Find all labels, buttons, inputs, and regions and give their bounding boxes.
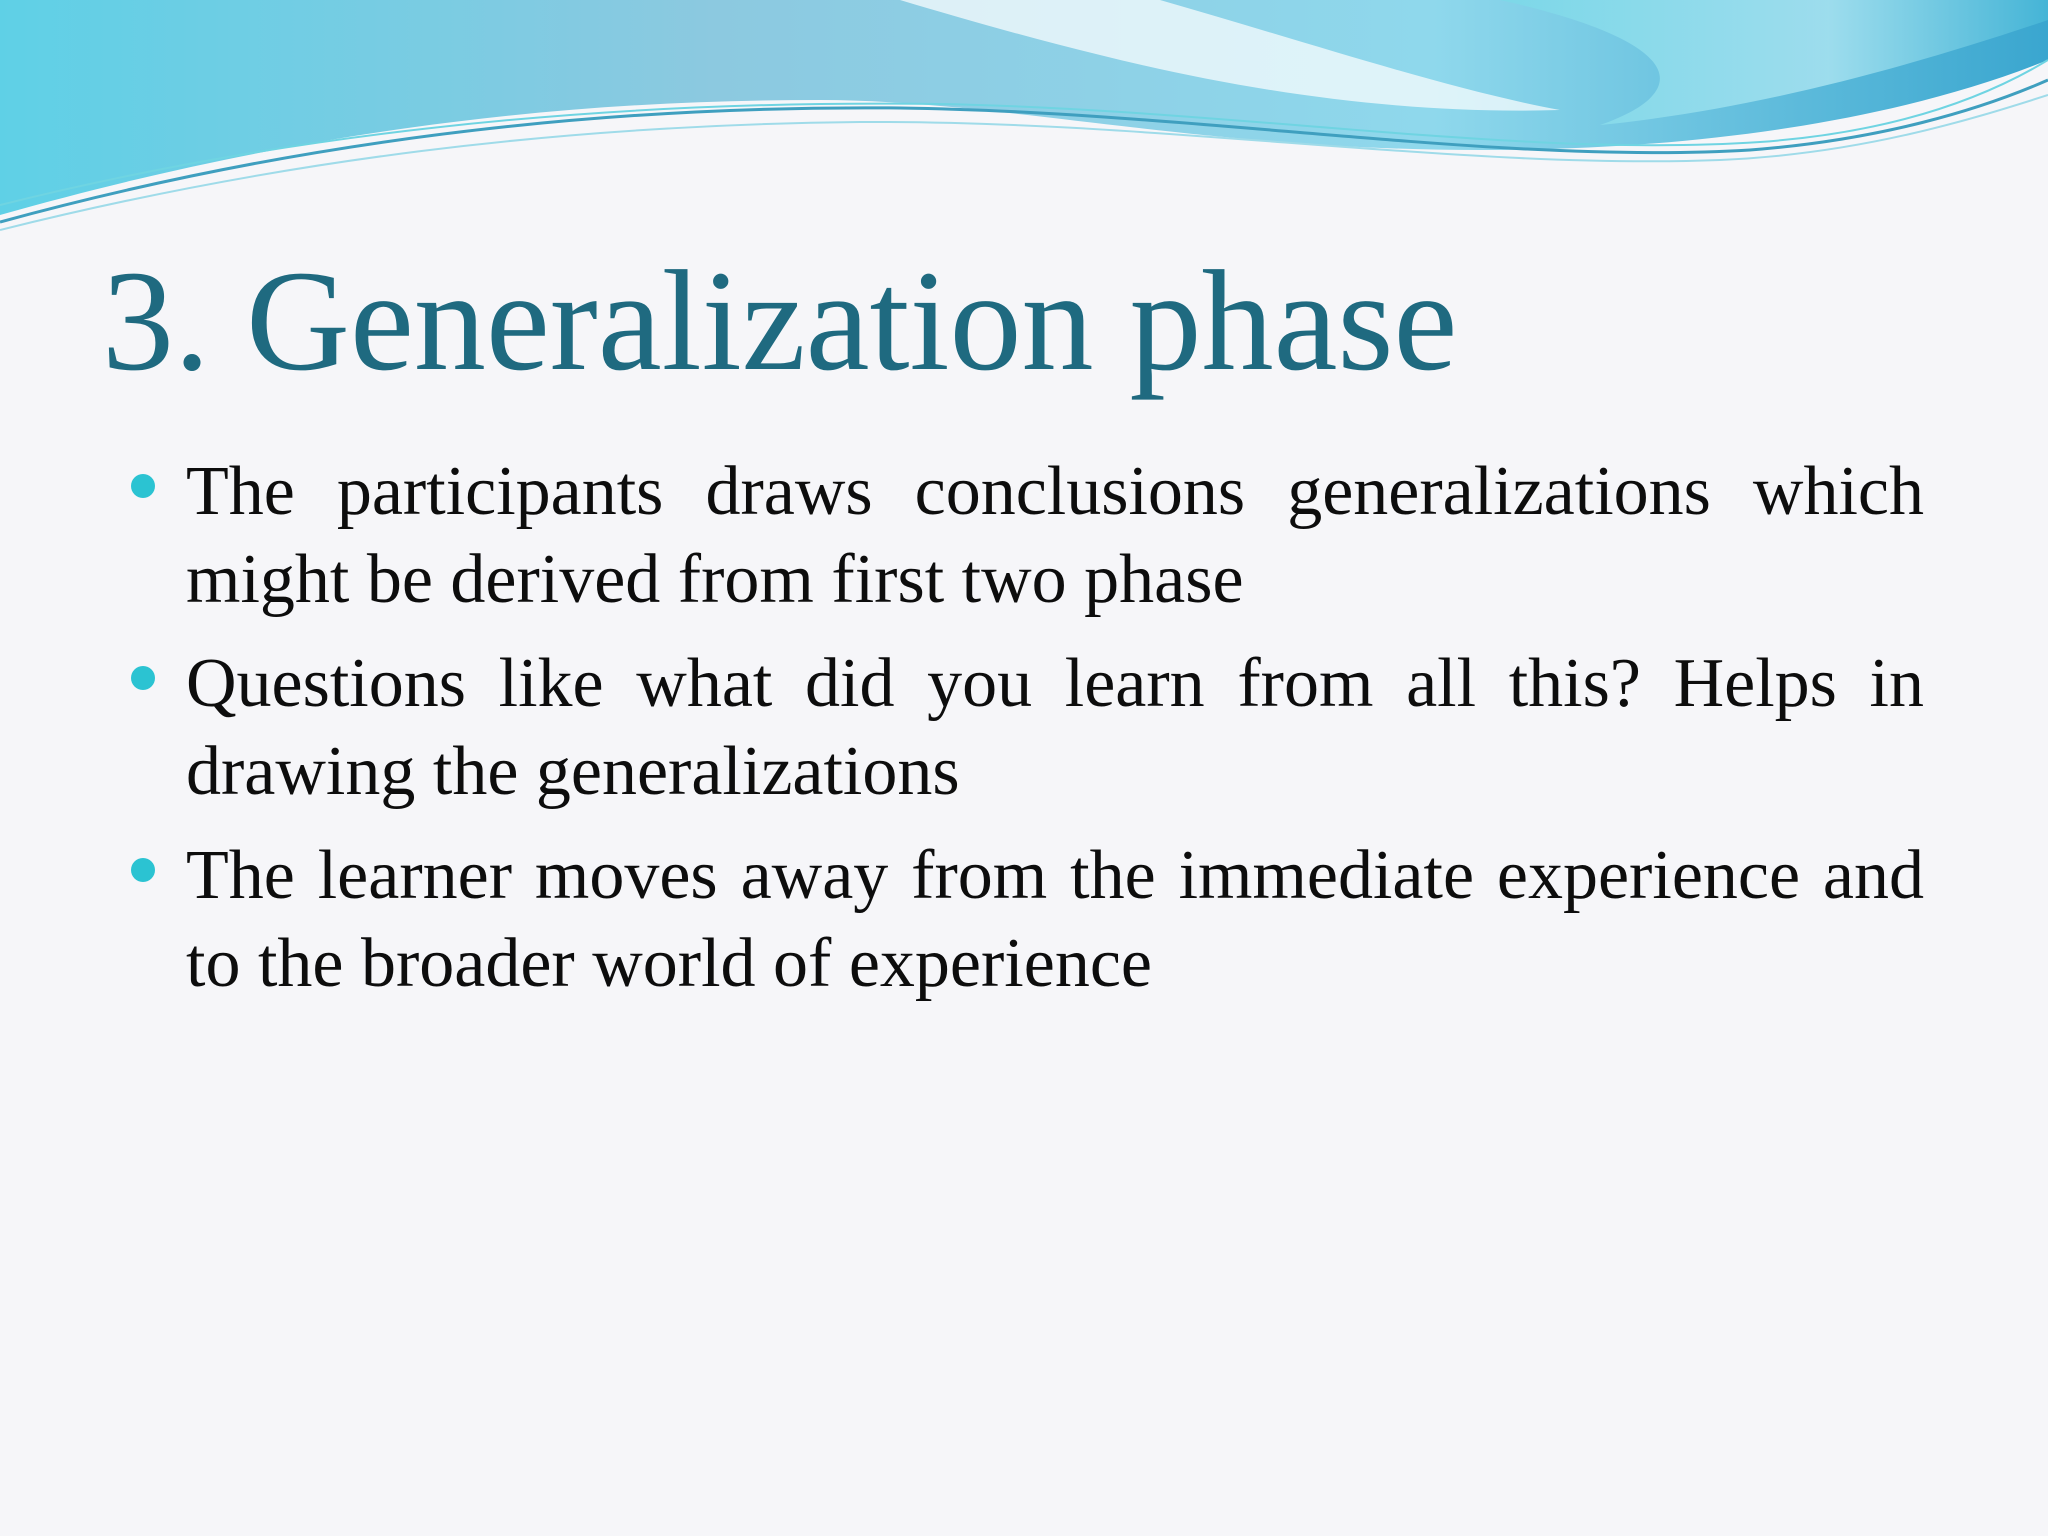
bullet-item bbox=[128, 640, 1924, 816]
slide-title: 3. Generalization phase bbox=[102, 242, 1458, 401]
bullet-dot-icon bbox=[131, 474, 155, 498]
bullet-item bbox=[128, 832, 1924, 1008]
bullet-text: The participants draws conclusions generalizations which might be derived from first two phase bbox=[186, 453, 1924, 618]
bullet-text: The learner moves away from the immediate experience and to the broader world of experience bbox=[186, 837, 1924, 1002]
bullet-dot-icon bbox=[131, 858, 155, 882]
bullet-dot-icon bbox=[131, 666, 155, 690]
bullet-list bbox=[128, 448, 1924, 1024]
bullet-item bbox=[128, 448, 1924, 624]
bullet-text: Questions like what did you learn from all this? Helps in drawing the generalizations bbox=[186, 645, 1924, 810]
header-wave-decoration bbox=[0, 0, 2048, 240]
